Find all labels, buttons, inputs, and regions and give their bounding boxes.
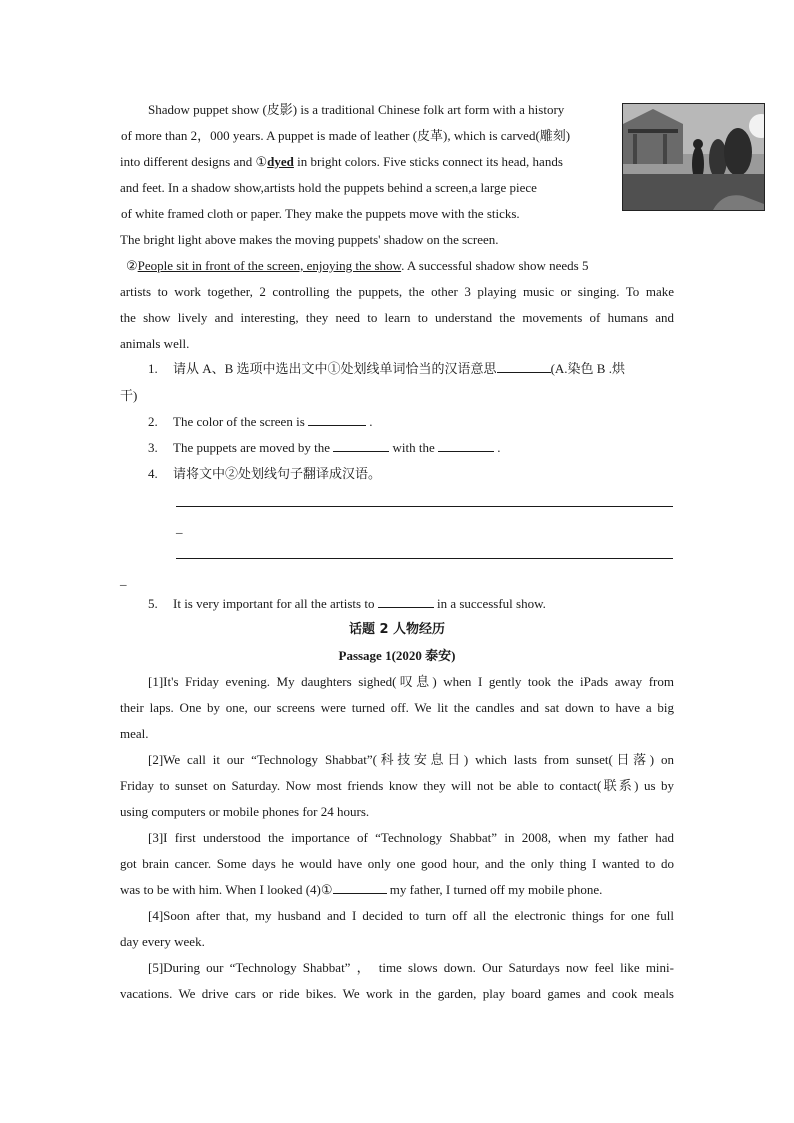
- passage-line: and feet. In a shadow show,artists hold the puppets behind a screen,a large piece: [120, 180, 537, 195]
- question-number: 5.: [148, 596, 158, 611]
- answer-blank[interactable]: [333, 440, 389, 452]
- answer-blank[interactable]: [333, 882, 387, 894]
- paragraph-4-line: [4]Soon after that, my husband and I decided to turn off all the electronic things for one full: [148, 908, 674, 923]
- question-options: (A.染色 B .烘: [550, 361, 625, 376]
- paragraph-5-line: [5]During our “Technology Shabbat” ， time slows down. Our Saturdays now feel like mini-: [148, 960, 674, 975]
- topic-heading: 话题 2 人物经历: [348, 622, 446, 637]
- question-1: [173, 361, 625, 377]
- passage-text: . A successful shadow show needs 5: [401, 258, 589, 273]
- underlined-word-dyed: dyed: [267, 154, 294, 169]
- question-5: [173, 596, 546, 612]
- paragraph-1-line: meal.: [120, 726, 149, 741]
- question-end: .: [369, 414, 373, 429]
- passage-line: artists to work together, 2 controlling the puppets, the other 3 playing music or singing. To make: [120, 284, 674, 299]
- passage-line: The bright light above makes the moving puppets' shadow on the screen.: [120, 232, 499, 247]
- answer-blank[interactable]: [497, 361, 551, 373]
- sentence-marker: ②: [126, 258, 138, 273]
- question-end: .: [497, 440, 501, 455]
- paragraph-1-line: [1]It's Friday evening. My daughters sighed(叹息) when I gently took the iPads away from: [148, 674, 674, 689]
- paragraph-5-line: vacations. We drive cars or ride bikes. We work in the garden, play board games and cook meals: [120, 986, 674, 1001]
- line-dash: _: [120, 572, 127, 587]
- question-3: [173, 440, 501, 456]
- passage-line: of more than 2，000 years. A puppet is made of leather (皮革), which is carved(雕刻): [121, 128, 571, 143]
- question-text: The color of the screen is: [173, 414, 309, 429]
- shadow-puppet-photo: [622, 103, 765, 211]
- paragraph-1-line: their laps. One by one, our screens were turned off. We lit the candles and sat down to have a big: [120, 700, 674, 715]
- answer-blank[interactable]: [378, 596, 434, 608]
- passage-text: into different designs and: [120, 154, 256, 169]
- paragraph-2-line: using computers or mobile phones for 24 hours.: [120, 804, 370, 819]
- passage-line: the show lively and interesting, they need to learn to understand the movements of humans and: [120, 310, 674, 325]
- passage-line: of white framed cloth or paper. They make the puppets move with the sticks.: [121, 206, 520, 221]
- question-text: in a successful show.: [433, 596, 546, 611]
- paragraph-2-line: [2]We call it our “Technology Shabbat”(科技安息日) which lasts from sunset(日落) on: [148, 752, 674, 767]
- passage-line: Shadow puppet show (皮影) is a traditional Chinese folk art form with a history: [148, 102, 565, 117]
- passage-line: animals well.: [120, 336, 190, 351]
- question-text: with the: [389, 440, 439, 455]
- question-wrap: 干): [120, 388, 138, 403]
- answer-blank[interactable]: [438, 440, 494, 452]
- underlined-sentence: People sit in front of the screen, enjoying the show: [137, 258, 402, 273]
- question-number: 4.: [148, 466, 158, 481]
- question-2: [173, 414, 373, 430]
- question-number: 2.: [148, 414, 158, 429]
- question-4: 请将文中②处划线句子翻译成汉语。: [173, 466, 382, 481]
- question-text: The puppets are moved by the: [173, 440, 334, 455]
- question-text: It is very important for all the artists to: [173, 596, 378, 611]
- paragraph-3-line: got brain cancer. Some days he would have only one good hour, and the only thing I wanted to do: [120, 856, 674, 871]
- passage-text: my father, I turned off my mobile phone.: [386, 882, 603, 897]
- passage-text: was to be with him. When I looked (4)①: [120, 882, 333, 897]
- passage-line: [120, 154, 563, 170]
- word-marker: ①: [255, 154, 268, 169]
- passage-title: Passage 1(2020 泰安): [338, 648, 456, 663]
- question-number: 1.: [148, 361, 158, 376]
- paragraph-2-line: Friday to sunset on Saturday. Now most friends know they will not be able to contact(联系) us by: [120, 778, 674, 793]
- paragraph-4-line: day every week.: [120, 934, 205, 949]
- answer-line[interactable]: [176, 558, 673, 559]
- passage-line: [126, 258, 589, 274]
- answer-blank[interactable]: [308, 414, 366, 426]
- shadow-puppet-illustration: [623, 104, 764, 210]
- passage-text: in bright colors. Five sticks connect its head, hands: [293, 154, 563, 169]
- question-number: 3.: [148, 440, 158, 455]
- question-text: 请从 A、B 选项中选出文中①处划线单词恰当的汉语意思: [173, 361, 497, 376]
- answer-line[interactable]: [176, 506, 673, 507]
- paragraph-3-line: [120, 882, 602, 898]
- paragraph-3-line: [3]I first understood the importance of “Technology Shabbat” in 2008, when my father had: [148, 830, 674, 845]
- line-dash: _: [176, 520, 183, 535]
